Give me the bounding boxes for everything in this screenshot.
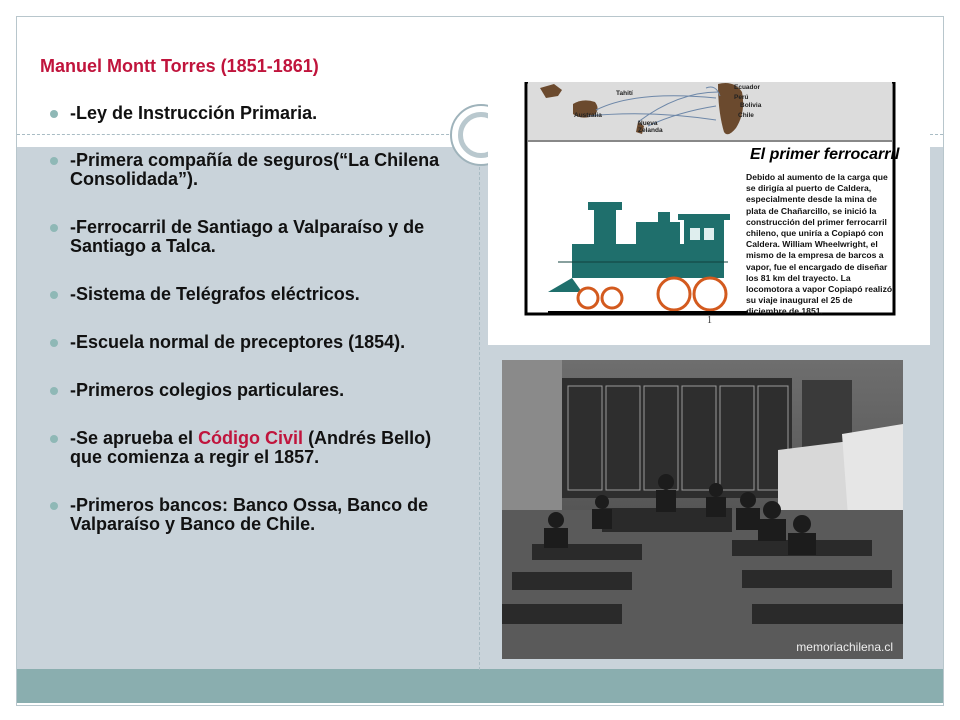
bullet-dot-icon [50,502,58,510]
classroom-photo-svg [502,360,903,659]
bullet-dot-icon [50,387,58,395]
classroom-photo [502,360,903,659]
photo-watermark: memoriachilena.cl [796,640,893,654]
map-label: Perú [734,94,749,101]
bullet-text: -Sistema de Telégrafos eléctricos. [70,284,360,304]
map-label: Chile [738,112,754,119]
bullet-item [50,429,460,467]
bullet-dot-icon [50,224,58,232]
railway-illustration-image [488,82,930,345]
map-label: Australia [574,112,602,119]
bullet-text: -Ley de Instrucción Primaria. [70,103,318,123]
bullet-text: -Primeros colegios particulares. [70,380,345,400]
bullet-dot-icon [50,339,58,347]
map-label: Ecuador [734,84,761,91]
bullet-text: -Escuela normal de preceptores (1854). [70,332,406,352]
bullet-item [50,218,460,256]
bullet-dot-icon [50,157,58,165]
bullet-dot-icon [50,110,58,118]
bullet-item [50,381,460,400]
map-label: Tahití [616,90,633,97]
bullet-dot-icon [50,291,58,299]
bullet-list [50,104,460,534]
bullet-text: -Primeros bancos: Banco Ossa, Banco de Valparaíso y Banco de Chile. [70,495,429,534]
divider-vertical [479,137,480,670]
bullet-highlight-codigo-civil: Código Civil [198,428,304,448]
bullet-text: -Ferrocarril de Santiago a Valparaíso y de Santiago a Talca. [70,217,425,256]
bullet-item [50,496,460,534]
image-page-number: 1 [707,315,712,326]
bullet-item [50,333,460,352]
bullet-item [50,104,460,123]
bullet-text-after: (Andrés Bello) que comienza a regir el 1857. [70,428,432,467]
slide-title: Manuel Montt Torres (1851-1861) [40,56,319,76]
bullet-text: -Primera compañía de seguros(“La Chilena Consolidada”). [70,150,440,189]
news-body-text: Debido al aumento de la carga que se dirigía al puerto de Caldera, especialmente desde la mina de plata de Chañarcillo, se inició la construcción del primer ferrocarril chileno, que uniría a Copiapó con Caldera. William Wheelwright, el mismo de la empresa de barcos a vapor, fue el encargado de diseñar los 81 km del trayecto. La locomotora a vapor Copiapó realizó su viaje inaugural el 25 de diciembre de 1851. [746,172,893,317]
bullet-item [50,285,460,304]
bullet-item [50,151,460,189]
map-label: Nueva Zelanda [638,120,663,134]
bullet-text-before: -Se aprueba el [70,428,199,448]
news-heading: El primer ferrocarril [750,146,900,163]
bullet-dot-icon [50,435,58,443]
map-label: Bolivia [740,102,762,109]
